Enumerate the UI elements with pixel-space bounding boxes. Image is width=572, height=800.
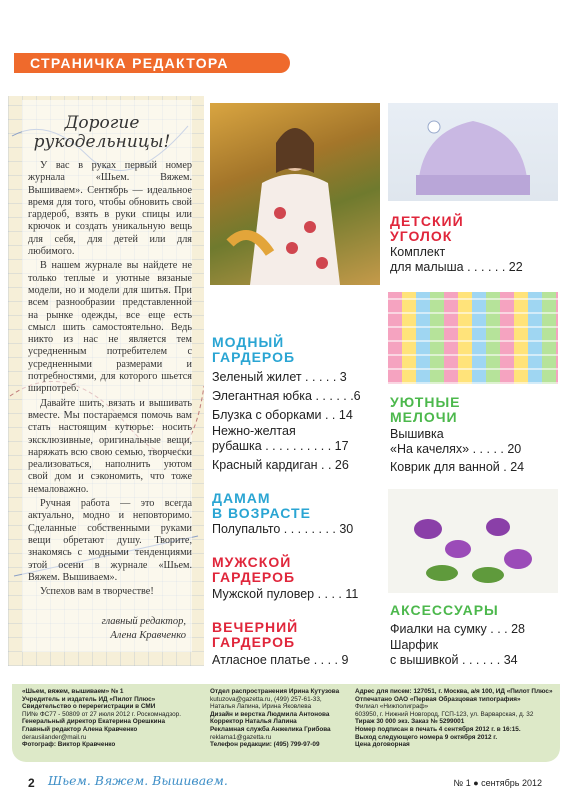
imprint-line: Генеральный директор Екатерина Орешкина <box>22 718 166 726</box>
woman-blouse-photo <box>210 103 380 285</box>
toc-item[interactable]: Коврик для ванной . 24 <box>390 460 525 474</box>
issue-info: № 1 ● сентябрь 2012 <box>453 778 542 788</box>
violet-embroidery-photo <box>388 489 558 593</box>
toc-item[interactable]: Мужской пуловер . . . . 11 <box>212 587 359 601</box>
toc-heading-detsky: ДЕТСКИЙ УГОЛОК <box>390 213 464 244</box>
toc-item[interactable]: Вышивка «На качелях» . . . . . 20 <box>390 427 522 456</box>
imprint-line: Номер подписан в печать 4 сентября 2012 г. в 16:15. <box>355 725 521 733</box>
imprint-line: 603950, г. Нижний Новгород, ГСП-123, ул. Варварская, д. 32 <box>355 710 534 718</box>
imprint-line: Свидетельство о перерегистрации в СМИ <box>22 703 156 711</box>
imprint-line: Выход следующего номера 9 октября 2012 г. <box>355 733 498 741</box>
imprint-column-2 <box>210 688 355 749</box>
imprint-line: Корректор Наталья Лапина <box>210 718 297 726</box>
violets-illustration <box>388 489 558 593</box>
imprint-column-3 <box>355 688 560 749</box>
signature-role: главный редактор, <box>101 616 186 627</box>
toc-item[interactable]: Зеленый жилет . . . . . 3 <box>212 370 347 384</box>
hat-illustration <box>388 103 558 201</box>
imprint-line: Телефон редакции: (495) 799-97-09 <box>210 741 320 749</box>
magazine-title: Шьем. Вяжем. Вышиваем. <box>48 773 228 788</box>
toc-heading-aks: АКСЕССУАРЫ <box>390 602 499 618</box>
letter-paragraph: У вас в руках первый номер журнала «Шьем. Вяжем. Вышиваем». Сентябрь — идеальное время для того, чтобы обновить свой гардероб, взять в руки спицы или крючок и создать уникальную вещь для себя, для детей или для любимого. <box>28 160 192 258</box>
toc-item[interactable]: Полупальто . . . . . . . . 30 <box>212 522 354 536</box>
imprint-line: reklama1@gazetta.ru <box>210 733 272 741</box>
letter-signature <box>28 615 186 643</box>
imprint-line: Учредитель и издатель ИД «Пилот Плюс» <box>22 695 156 703</box>
crochet-rug-photo <box>388 292 558 384</box>
letter-title: Дорогие рукодельницы! <box>33 113 171 152</box>
toc-item[interactable]: Элегантная юбка . . . . . .6 <box>212 389 361 403</box>
imprint-line: Отдел распространения Ирина Кутузова <box>210 688 340 695</box>
imprint-line: kutuzova@gazetta.ru, (499) 257-61-33, <box>210 695 322 703</box>
imprint-line: Отпечатано ОАО «Первая Образцовая типография» <box>355 695 521 703</box>
toc-item[interactable]: Шарфик с вышивкой . . . . . . 34 <box>390 638 518 667</box>
imprint-line: Цена договорная <box>355 741 410 749</box>
imprint-line: Рекламная служба Анжелика Грибова <box>210 725 331 733</box>
toc-item[interactable]: Блузка с оборками . . 14 <box>212 408 353 422</box>
toc-heading-uyut: УЮТНЫЕ МЕЛОЧИ <box>390 394 461 425</box>
imprint-line: Фотограф: Виктор Кравченко <box>22 741 116 749</box>
signature-name: Алена Кравченко <box>110 630 186 641</box>
toc-heading-vecher: ВЕЧЕРНИЙ ГАРДЕРОБ <box>212 619 299 650</box>
letter-paragraph: Успехов вам в творчестве! <box>40 586 154 598</box>
knitted-hat-photo <box>388 103 558 201</box>
toc-heading-damam: ДАМАМ В ВОЗРАСТЕ <box>212 490 311 521</box>
imprint-line: Дизайн и верстка Людмила Антонова <box>210 710 330 718</box>
letter-paragraph: Ручная работа — это всегда актуально, модно и неповторимо. Сделанные собственными руками вещи обретают душу. Творите, знакомясь с модными тенденциями этой осени в журнале «Шьем. Вяжем. Вышиваем». <box>28 498 192 583</box>
toc-item[interactable]: Фиалки на сумку . . . 28 <box>390 622 526 636</box>
imprint-line: Тираж 30 000 экз. Заказ № 5299001 <box>355 718 465 726</box>
imprint-line: Наталья Лапина, Ирина Яковлева <box>210 703 312 711</box>
imprint-column-1 <box>22 688 202 749</box>
imprint-line: Адрес для писем: 127051, г. Москва, а/я 100, ИД «Пилот Плюс» <box>355 688 553 695</box>
toc-heading-muzh: МУЖСКОЙ ГАРДЕРОБ <box>212 554 296 585</box>
toc-item[interactable]: Комплект для малыша . . . . . . 22 <box>390 245 523 274</box>
toc-heading-modny: МОДНЫЙ ГАРДЕРОБ <box>212 334 296 365</box>
imprint-line: derausilander@mail.ru <box>22 733 87 741</box>
toc-item[interactable]: Атласное платье . . . . 9 <box>212 653 349 667</box>
banner-title: СТРАНИЧКА РЕДАКТОРА <box>30 55 229 71</box>
page-number: 2 <box>28 776 35 790</box>
imprint-line: Филиал «Нижполиграф» <box>355 703 429 711</box>
imprint-line: «Шьем, вяжем, вышиваем» № 1 <box>22 688 124 695</box>
imprint-line: ПИ№ ФС77 - 50809 от 27 июля 2012 г. Роскомнадзор. <box>22 710 182 718</box>
woman-illustration <box>210 103 380 285</box>
letter-paragraph: Давайте шить, вязать и вышивать вместе. Мы постараемся помочь вам стать настоящим кутюрье: носить эксклюзивные, оригинальные вещи, наряжать всю свою семью, творчески реализоваться, наполнить уютом свой дом и сэкономить, что тоже немаловажно. <box>28 397 192 495</box>
toc-item[interactable]: Нежно-желтая рубашка . . . . . . . . . . 17 <box>212 424 349 453</box>
letter-body <box>28 160 192 600</box>
toc-item[interactable]: Красный кардиган . . 26 <box>212 458 349 472</box>
imprint-line: Главный редактор Алена Кравченко <box>22 725 138 733</box>
letter-paragraph: В нашем журнале вы найдете не только теплые и уютные вязаные модели, но и модели для шитья. При всем разнообразии представленной на рынке одежды, все еще есть смысл шить самостоятельно. Ведь никто из нас не является тем усредненным потребителем с усредненными размерами и потребностями, для которого шьется ширпотреб. <box>28 260 192 395</box>
